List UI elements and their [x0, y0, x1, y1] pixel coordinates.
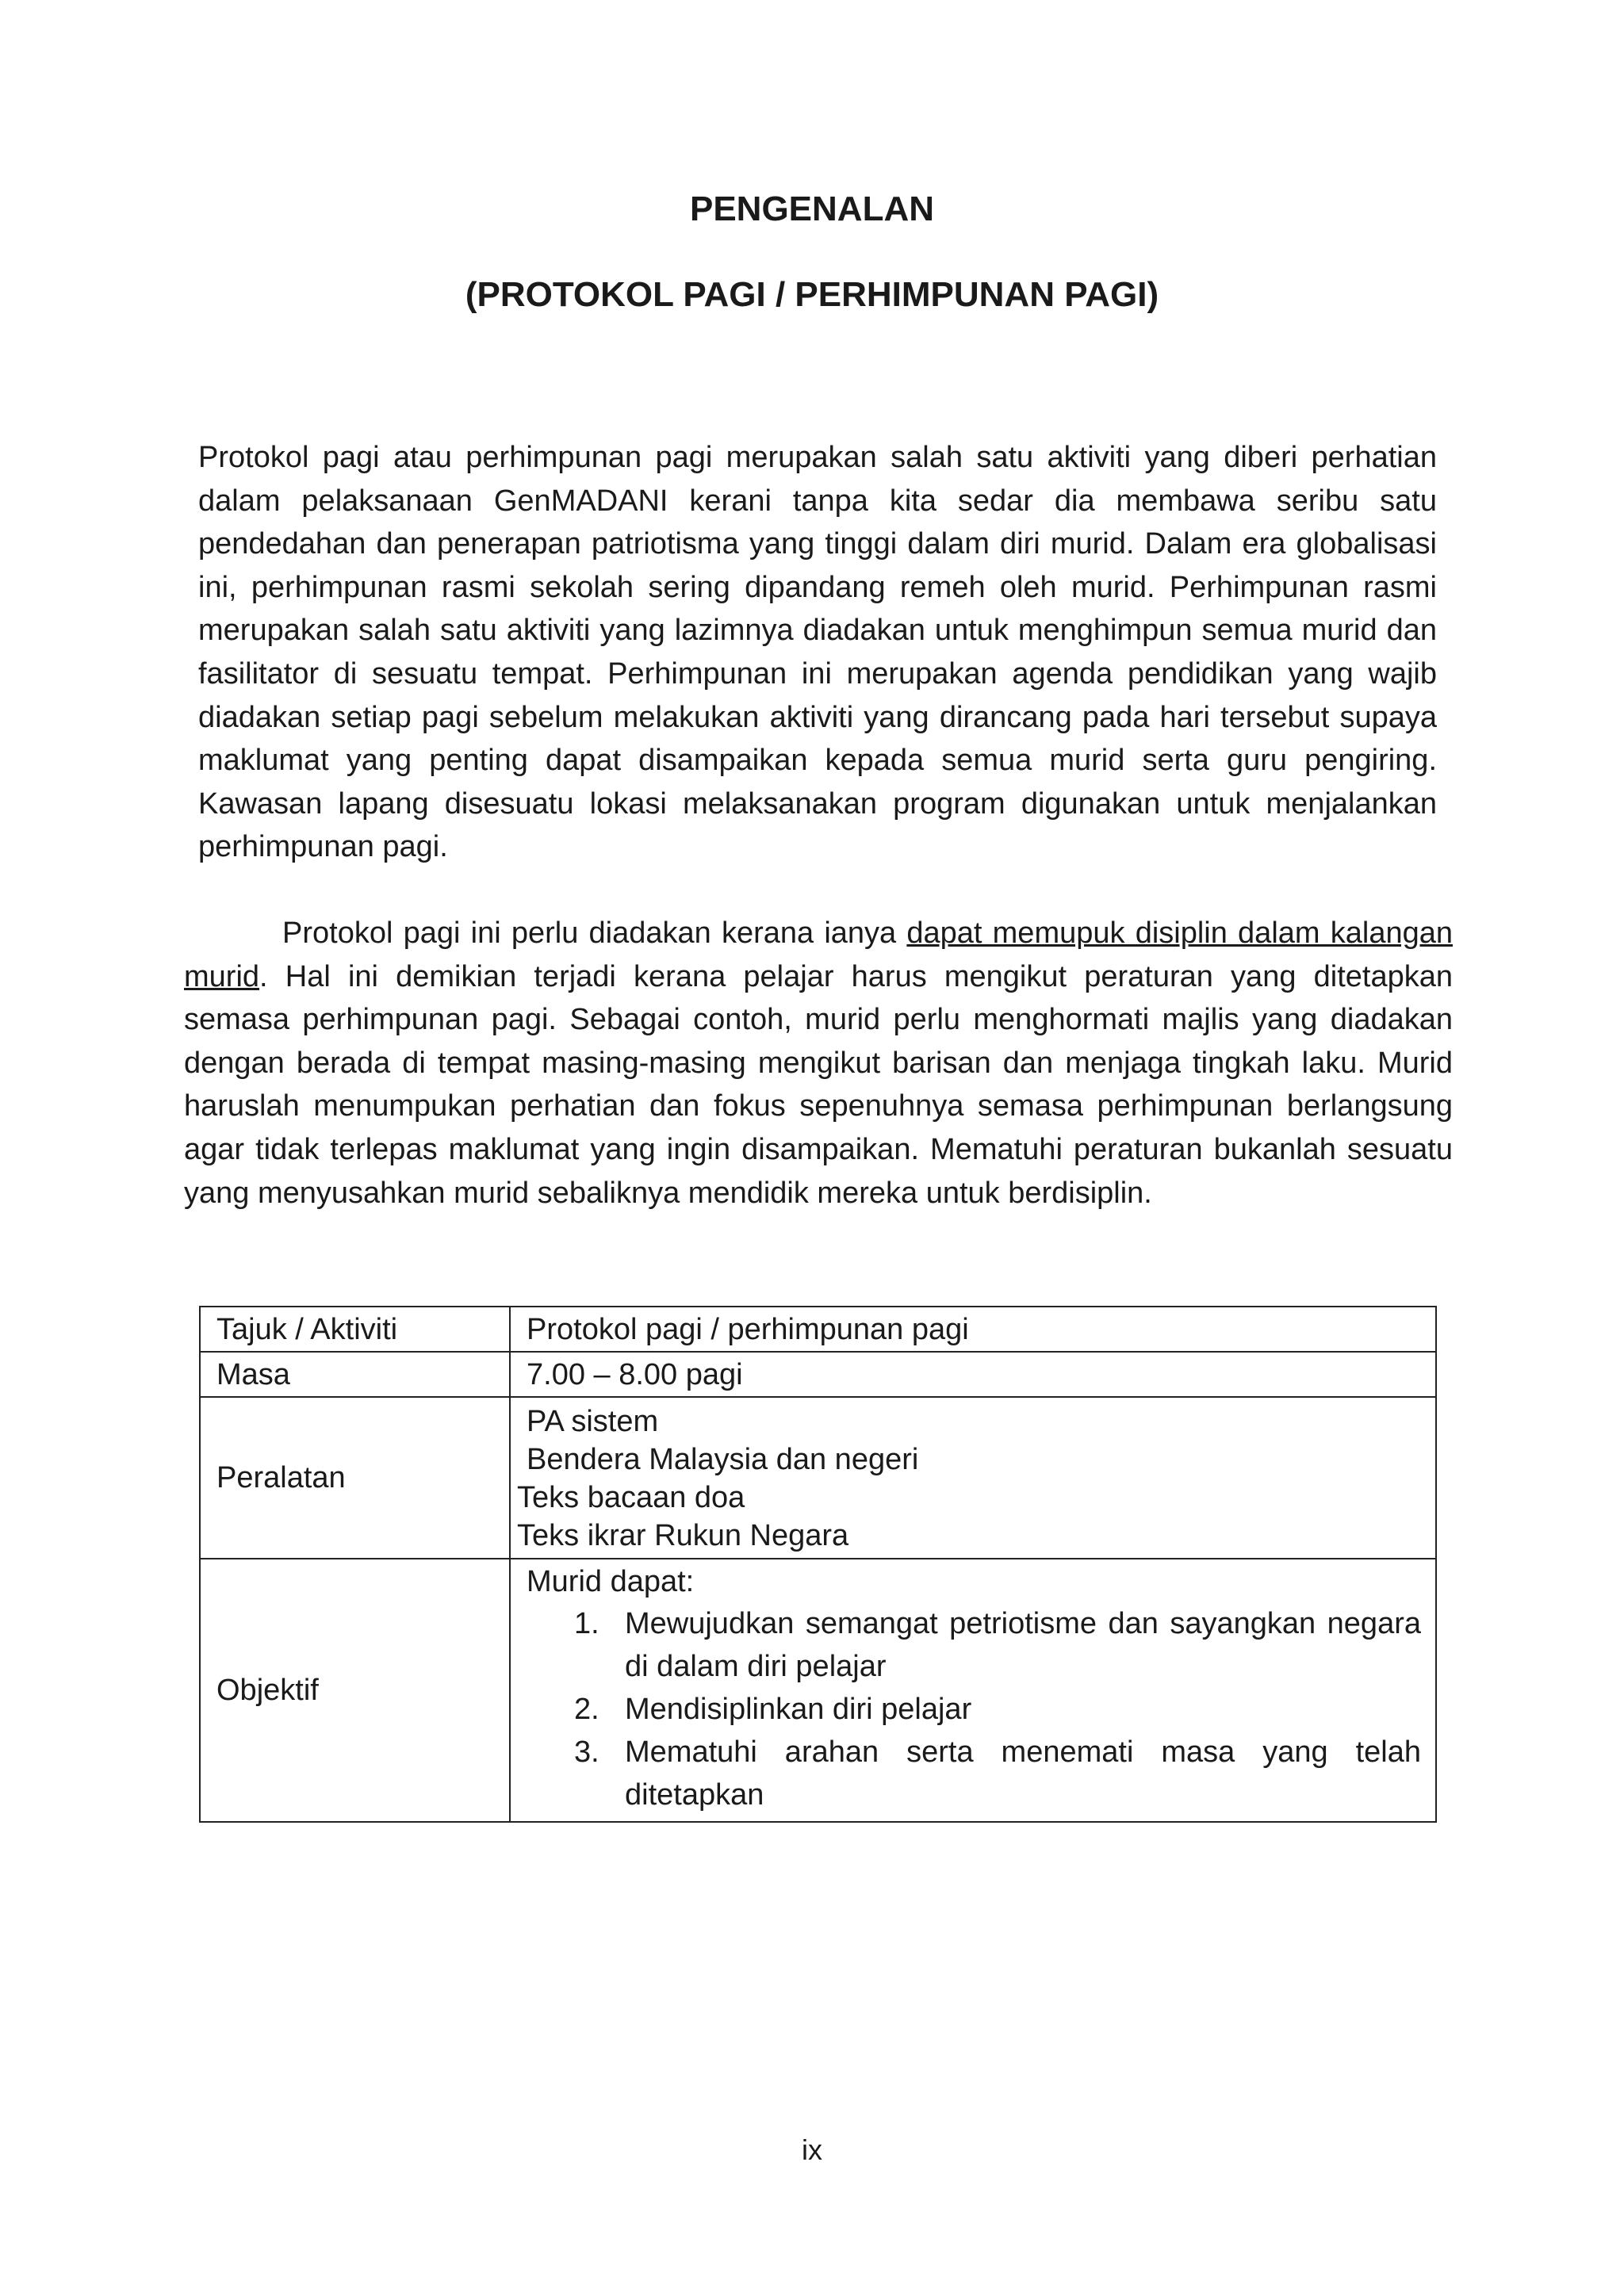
objective-item: [527, 1602, 1421, 1688]
objective-text: Mematuhi arahan serta menemati masa yang telah ditetapkan: [625, 1735, 1421, 1812]
equipment-item: Teks bacaan doa: [517, 1481, 745, 1514]
objective-item: [527, 1731, 1421, 1816]
paragraph-discipline: [184, 912, 1453, 1215]
equipment-value: [510, 1397, 1436, 1559]
objective-number: 1.: [574, 1607, 599, 1640]
page-title: PENGENALAN: [689, 189, 935, 228]
paragraph-discipline-lead: Protokol pagi ini perlu diadakan kerana ianya: [282, 916, 907, 950]
objective-item: [527, 1688, 1421, 1731]
topic-label: Tajuk / Aktiviti: [200, 1307, 510, 1352]
equipment-item: Bendera Malaysia dan negeri: [527, 1443, 919, 1476]
equipment-label: Peralatan: [200, 1397, 510, 1559]
table-row-objective: [200, 1559, 1436, 1822]
paragraph-intro: Protokol pagi atau perhimpunan pagi merupakan salah satu aktiviti yang diberi perhatian dalam pelaksanaan GenMADANI kerani tanpa kita sedar dia membawa seribu satu pendedahan dan penerapan patriotisma yang tinggi dalam diri murid. Dalam era globalisasi ini, perhimpunan rasmi sekolah sering dipandang remeh oleh murid. Perhimpunan rasmi merupakan salah satu aktiviti yang lazimnya diadakan untuk menghimpun semua murid dan fasilitator di sesuatu tempat. Perhimpunan ini merupakan agenda pendidikan yang wajib diadakan setiap pagi sebelum melakukan aktiviti yang dirancang pada hari tersebut supaya maklumat yang penting dapat disampaikan kepada semua murid serta guru pengiring. Kawasan lapang disesuatu lokasi melaksanakan program digunakan untuk menjalankan perhimpunan pagi.: [198, 441, 1437, 864]
topic-value: Protokol pagi / perhimpunan pagi: [510, 1307, 1436, 1352]
equipment-item: PA sistem: [527, 1405, 659, 1438]
page-number: ix: [802, 2133, 822, 2166]
objective-number: 2.: [574, 1693, 599, 1726]
paragraph-discipline-rest: . Hal ini demikian terjadi kerana pelajar harus mengikut peraturan yang ditetapkan semasa perhimpunan pagi. Sebagai contoh, murid perlu menghormati majlis yang diadakan dengan berada di tempat masing-masing mengikut barisan dan menjaga tingkah laku. Murid haruslah menumpukan perhatian dan fokus sepenuhnya semasa perhimpunan berlangsung agar tidak terlepas maklumat yang ingin disampaikan. Mematuhi peraturan bukanlah sesuatu yang menyusahkan murid sebaliknya mendidik mereka untuk berdisiplin.: [184, 959, 1453, 1210]
underlined-phrase: dapat memupuk disiplin dalam kalangan murid: [184, 916, 1453, 993]
objective-list: [527, 1602, 1421, 1821]
objective-value: [510, 1559, 1436, 1822]
time-value: 7.00 – 8.00 pagi: [510, 1352, 1436, 1397]
objective-intro: Murid dapat:: [527, 1565, 695, 1598]
table-row-time: [200, 1352, 1436, 1397]
objective-number: 3.: [574, 1735, 599, 1769]
table-row-equipment: [200, 1397, 1436, 1559]
objective-text: Mendisiplinkan diri pelajar: [625, 1693, 972, 1726]
table-row-topic: [200, 1307, 1436, 1352]
time-label: Masa: [200, 1352, 510, 1397]
objective-text: Mewujudkan semangat petriotisme dan sayangkan negara di dalam diri pelajar: [625, 1607, 1421, 1683]
page-subtitle: (PROTOKOL PAGI / PERHIMPUNAN PAGI): [465, 275, 1159, 314]
equipment-list: [517, 1398, 1421, 1558]
activity-info-table: [199, 1306, 1437, 1823]
objective-label: Objektif: [200, 1559, 510, 1822]
equipment-item: Teks ikrar Rukun Negara: [517, 1519, 849, 1552]
